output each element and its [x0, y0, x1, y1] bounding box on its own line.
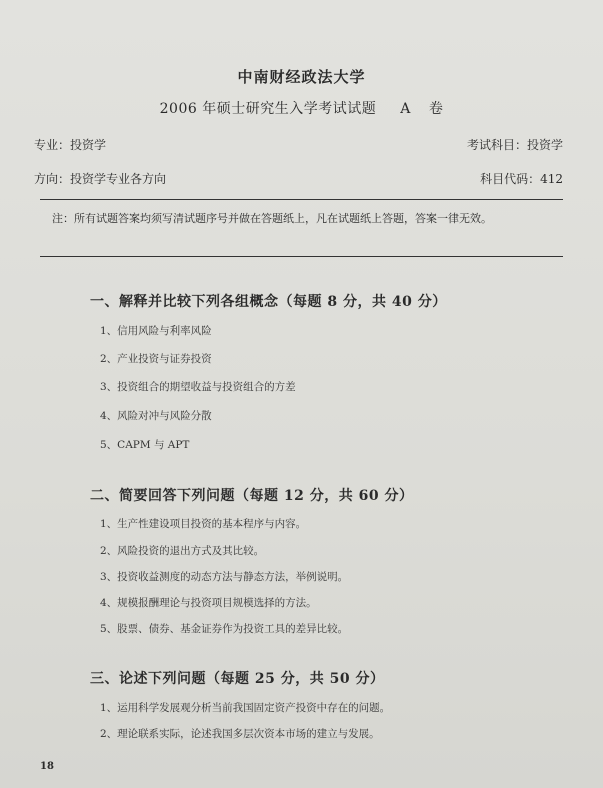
direction-label: 方向：投资学专业各方向	[34, 172, 167, 186]
question-item: 2、理论联系实际，论述我国多层次资本市场的建立与发展。	[100, 728, 380, 740]
paper-juan: 卷	[428, 101, 444, 117]
exam-year-title: 2006 年硕士研究生入学考试试题	[159, 101, 377, 117]
exam-notice: 注：所有试题答案均须写清试题序号并做在答题纸上，凡在试题纸上答题，答案一律无效。	[52, 212, 492, 225]
notice-top-rule	[40, 199, 563, 200]
question-item: 3、投资收益测度的动态方法与静态方法，举例说明。	[100, 571, 349, 583]
major-label: 专业：投资学	[34, 138, 107, 152]
question-item: 2、产业投资与证券投资	[100, 353, 212, 365]
question-item: 4、规模报酬理论与投资项目规模选择的方法。	[100, 597, 317, 609]
meta-row-major	[34, 136, 563, 153]
subject-code-label: 科目代码：412	[480, 172, 563, 186]
question-item: 1、生产性建设项目投资的基本程序与内容。	[100, 518, 307, 530]
section-heading: 三、论述下列问题（每题 25 分，共 50 分）	[90, 671, 385, 687]
page-number: 18	[40, 761, 54, 772]
exam-subtitle	[0, 98, 603, 118]
university-title: 中南财经政法大学	[237, 68, 366, 86]
question-item: 5、股票、债券、基金证券作为投资工具的差异比较。	[100, 623, 349, 635]
paper-version: A	[400, 101, 411, 117]
section-heading: 二、简要回答下列问题（每题 12 分，共 60 分）	[90, 488, 414, 504]
subject-label: 考试科目：投资学	[466, 138, 563, 152]
question-item: 1、信用风险与利率风险	[100, 325, 212, 337]
question-item: 1、运用科学发展观分析当前我国固定资产投资中存在的问题。	[100, 702, 391, 714]
section-heading: 一、解释并比较下列各组概念（每题 8 分，共 40 分）	[90, 294, 447, 310]
question-item: 5、CAPM 与 APT	[100, 439, 190, 451]
question-item: 2、风险投资的退出方式及其比较。	[100, 545, 265, 557]
question-item: 4、风险对冲与风险分散	[100, 410, 212, 422]
meta-row-direction	[34, 170, 563, 187]
notice-bottom-rule	[40, 256, 563, 257]
question-item: 3、投资组合的期望收益与投资组合的方差	[100, 381, 296, 393]
